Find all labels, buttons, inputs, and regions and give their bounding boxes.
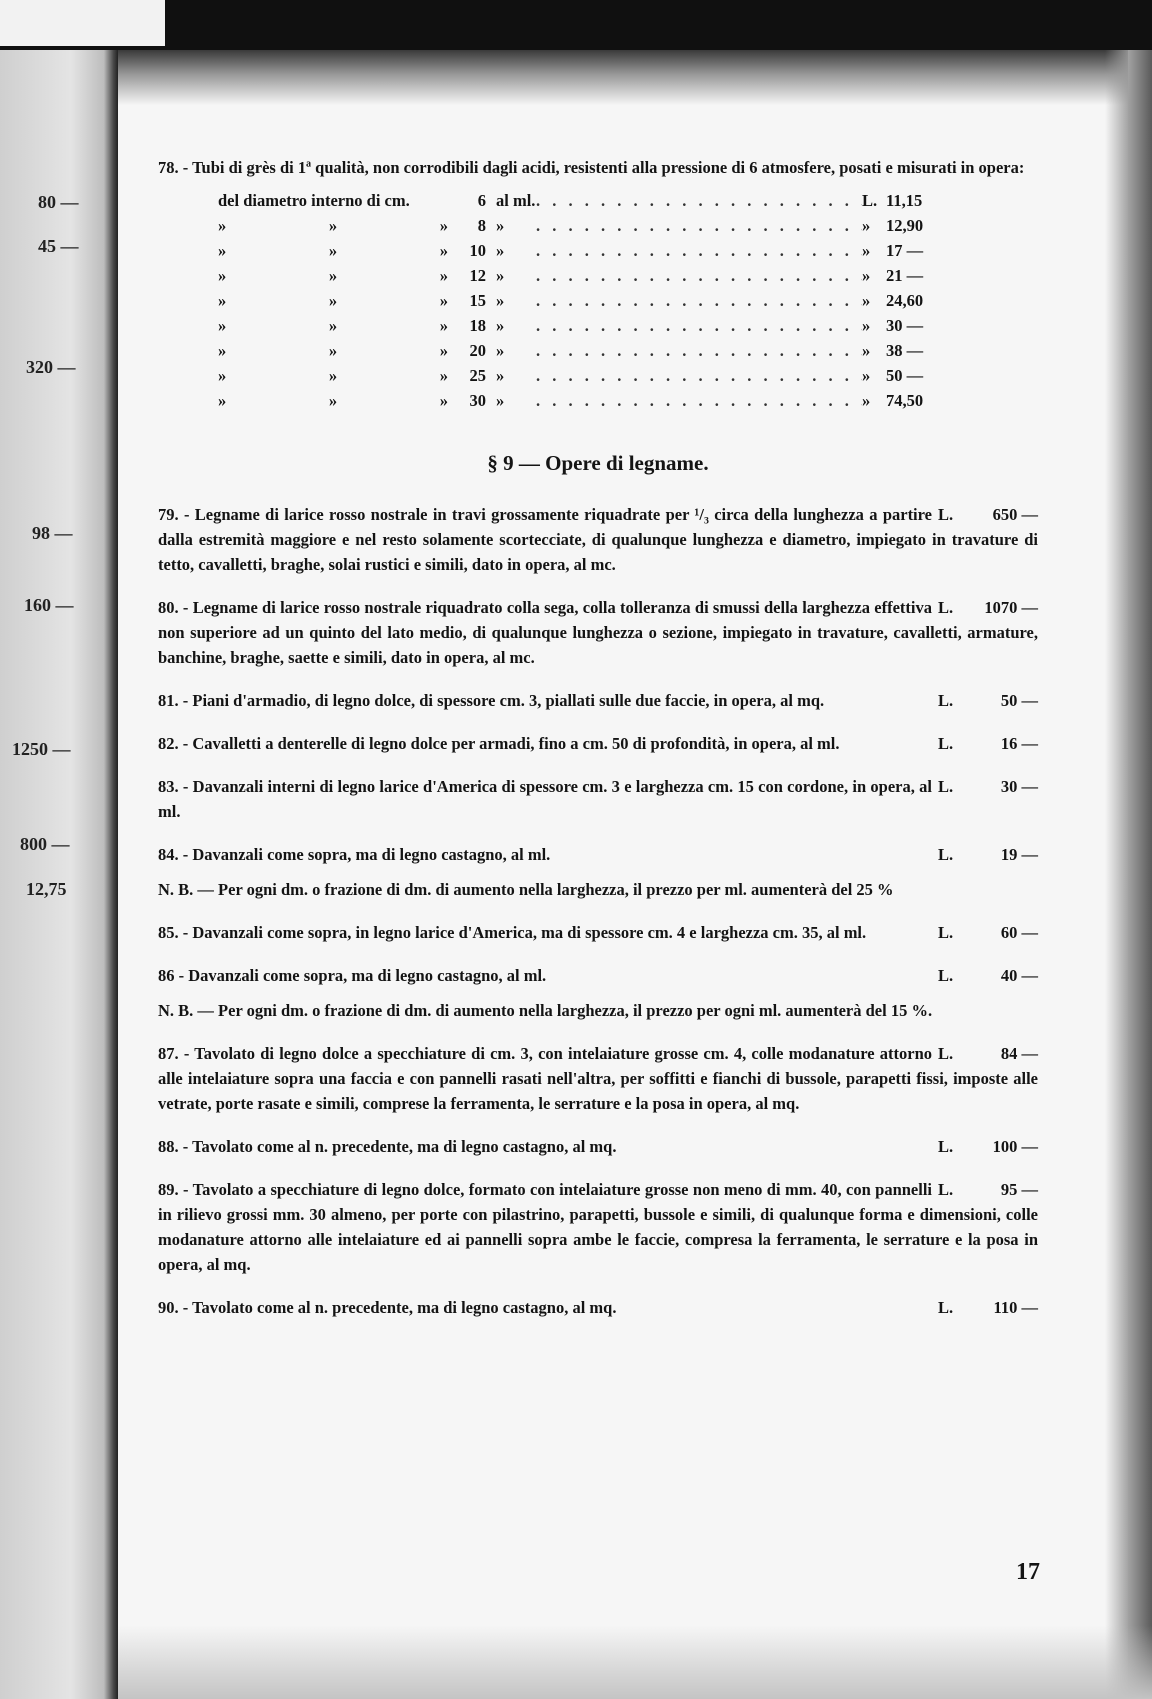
leader-dots [536, 263, 862, 288]
list-item [158, 1134, 1038, 1159]
page-shadow-top [118, 50, 1128, 105]
diameter-label: del diametro interno di cm. [218, 191, 410, 210]
ditto-unit: » [496, 241, 505, 260]
currency: L. [938, 1044, 954, 1063]
list-item [158, 595, 1038, 670]
margin-note: 80 — [38, 192, 79, 212]
item-description: 88. - Tavolato come al n. precedente, ma di legno castagno, al mq. [158, 1137, 617, 1156]
margin-note: 800 — [20, 834, 70, 854]
list-item [158, 502, 1038, 577]
currency: » [862, 216, 871, 235]
diameter-value: 18 [469, 316, 486, 335]
leader-dots [536, 388, 862, 413]
currency: » [862, 341, 871, 360]
price: 74,50 [886, 391, 924, 410]
item-description: 81. - Piani d'armadio, di legno dolce, di spessore cm. 3, piallati sulle due faccie, in opera, al mq. [158, 691, 825, 710]
price: 19 — [1000, 845, 1038, 864]
currency: L. [938, 845, 954, 864]
leader-dots [536, 188, 862, 213]
item-description: 86 - Davanzali come sopra, ma di legno castagno, al ml. [158, 966, 547, 985]
leader-dots [536, 213, 862, 238]
item-description: 89. - Tavolato a specchiature di legno dolce, formato con intelaiature grosse non meno di mm. 40, con pannelli in rilievo grossi mm. 30 almeno, per porte con pilastrino, parapetti, bussole e simili, di qualunque forma e dimensioni, colle modanature attorno alle intelaiature ed ai pannelli sopra ambe le faccie, compresa la ferramenta, le serrature e la posa in opera, al mq. [158, 1180, 1038, 1274]
ditto-unit: » [496, 216, 505, 235]
ditto-marks: » » » [218, 391, 448, 410]
table-row [218, 238, 948, 263]
item-description: 83. - Davanzali interni di legno larice d'America di spessore cm. 3 e larghezza cm. 15 con cordone, in opera, al ml. [158, 777, 932, 821]
price: 21 — [886, 266, 924, 285]
ditto-unit: » [496, 266, 505, 285]
list-item [158, 774, 1038, 824]
price: 84 — [1000, 1044, 1038, 1063]
currency: L. [938, 505, 954, 524]
price: 16 — [1000, 734, 1038, 753]
item-description: 82. - Cavalletti a denterelle di legno dolce per armadi, fino a cm. 50 di profondità, in opera, al ml. [158, 734, 840, 753]
diameter-value: 30 [469, 391, 486, 410]
price: 12,90 [886, 216, 924, 235]
table-row [218, 213, 948, 238]
scan-corner [0, 0, 165, 46]
currency: L. [938, 777, 954, 796]
item-description: 87. - Tavolato di legno dolce a specchiature di cm. 3, con intelaiature grosse cm. 4, colle modanature attorno alle intelaiature sopra una faccia e con pannelli rasati nell'altra, per soffitti e fianchi di bussole, parapetti fissi, imposte alle vetrate, porte rasate e simili, comprese la ferramenta, le serrature e la posa in opera, al mq. [158, 1044, 1038, 1113]
currency: » [862, 291, 871, 310]
leader-dots [536, 313, 862, 338]
scan-top-border [0, 0, 1152, 50]
table-row [218, 263, 948, 288]
currency: » [862, 241, 871, 260]
margin-note: 45 — [38, 236, 79, 256]
price: 30 — [886, 316, 924, 335]
currency: L. [938, 1298, 954, 1317]
diameter-value: 8 [477, 216, 486, 235]
currency: L. [938, 734, 954, 753]
price: 50 — [1000, 691, 1038, 710]
ditto-unit: » [496, 391, 505, 410]
binding-margin [0, 50, 118, 1699]
price: 60 — [1000, 923, 1038, 942]
item-78-description: 78. - Tubi di grès di 1ª qualità, non corrodibili dagli acidi, resistenti alla pressione di 6 atmosfere, posati e misurati in opera: [158, 158, 1025, 177]
price: 38 — [886, 341, 924, 360]
currency: L. [938, 966, 954, 985]
table-row [218, 188, 948, 213]
price: 1070 — [984, 598, 1038, 617]
price: 50 — [886, 366, 924, 385]
currency: L. [938, 691, 954, 710]
currency: » [862, 266, 871, 285]
price: 17 — [886, 241, 924, 260]
page-shadow-right [1105, 50, 1152, 1699]
price-list-content [158, 155, 1038, 1320]
diameter-value: 6 [477, 191, 486, 210]
price: 110 — [993, 1298, 1038, 1317]
currency: L. [938, 598, 954, 617]
margin-note: 160 — [24, 595, 74, 615]
item-description: 79. - Legname di larice rosso nostrale in travi grossamente riquadrate per ¹/₃ circa della lunghezza a partire dalla estremità maggiore e nel resto solamente scortecciate, di qualunque lunghezza e diametro, impiegato in travature di tetto, cavalletti, braghe, solai rustici e simili, dato in opera, al mc. [158, 505, 1038, 574]
margin-note: 320 — [26, 357, 76, 377]
diameter-value: 20 [469, 341, 486, 360]
list-item [158, 1041, 1038, 1116]
ditto-marks: » » » [218, 216, 448, 235]
margin-note: 98 — [32, 523, 73, 543]
diameter-value: 15 [469, 291, 486, 310]
list-item [158, 842, 1038, 867]
item-description: 85. - Davanzali come sopra, in legno larice d'America, ma di spessore cm. 4 e larghezza cm. 35, al ml. [158, 923, 867, 942]
item-description: 84. - Davanzali come sopra, ma di legno castagno, al ml. [158, 845, 551, 864]
diameter-value: 12 [469, 266, 486, 285]
currency: L. [938, 1180, 954, 1199]
leader-dots [536, 238, 862, 263]
margin-note: 12,75 [26, 879, 67, 899]
list-item [158, 1295, 1038, 1320]
pipe-diameter-table [218, 188, 948, 413]
ditto-marks: » » » [218, 266, 448, 285]
diameter-value: 10 [469, 241, 486, 260]
margin-note: 1250 — [12, 739, 71, 759]
list-item [158, 731, 1038, 756]
price: 100 — [992, 1137, 1038, 1156]
unit-label: al ml. [496, 191, 536, 210]
price: 650 — [992, 505, 1038, 524]
diameter-value: 25 [469, 366, 486, 385]
item-description: 80. - Legname di larice rosso nostrale riquadrato colla sega, colla tolleranza di smussi della larghezza effettiva non superiore ad un quinto del lato medio, di qualunque lunghezza o sezione, impiegato in travature, cavalletti, armature, banchine, braghe, saette e simili, dato in opera, al mc. [158, 598, 1038, 667]
price: 95 — [1000, 1180, 1038, 1199]
leader-dots [536, 363, 862, 388]
list-item [158, 1177, 1038, 1277]
currency: L. [938, 923, 954, 942]
table-row [218, 338, 948, 363]
ditto-marks: » » » [218, 316, 448, 335]
ditto-marks: » » » [218, 341, 448, 360]
table-row [218, 363, 948, 388]
price: 40 — [1000, 966, 1038, 985]
list-item [158, 920, 1038, 945]
ditto-unit: » [496, 316, 505, 335]
table-row [218, 313, 948, 338]
ditto-unit: » [496, 341, 505, 360]
leader-dots [536, 288, 862, 313]
ditto-unit: » [496, 291, 505, 310]
currency: » [862, 366, 871, 385]
nota-bene [158, 877, 1038, 902]
item-description: 90. - Tavolato come al n. precedente, ma di legno castagno, al mq. [158, 1298, 617, 1317]
ditto-unit: » [496, 366, 505, 385]
price: 30 — [1000, 777, 1038, 796]
table-row [218, 288, 948, 313]
item-list [158, 502, 1038, 1320]
currency: L. [938, 1137, 954, 1156]
currency: » [862, 391, 871, 410]
currency: L. [862, 191, 878, 210]
price: 11,15 [886, 191, 923, 210]
ditto-marks: » » » [218, 241, 448, 260]
page-shadow-bottom [118, 1625, 1152, 1699]
nota-bene-text: N. B. — Per ogni dm. o frazione di dm. di aumento nella larghezza, il prezzo per ml. aumenterà del 25 % [158, 880, 894, 899]
nota-bene [158, 998, 1038, 1023]
list-item [158, 688, 1038, 713]
table-row [218, 388, 948, 413]
currency: » [862, 316, 871, 335]
ditto-marks: » » » [218, 291, 448, 310]
leader-dots [536, 338, 862, 363]
ditto-marks: » » » [218, 366, 448, 385]
page-number: 17 [1016, 1559, 1040, 1585]
price: 24,60 [886, 291, 924, 310]
list-item [158, 963, 1038, 988]
section-title: § 9 — Opere di legname. [487, 451, 709, 475]
nota-bene-text: N. B. — Per ogni dm. o frazione di dm. di aumento nella larghezza, il prezzo per ogni ml. aumenterà del 15 %. [158, 1001, 933, 1020]
